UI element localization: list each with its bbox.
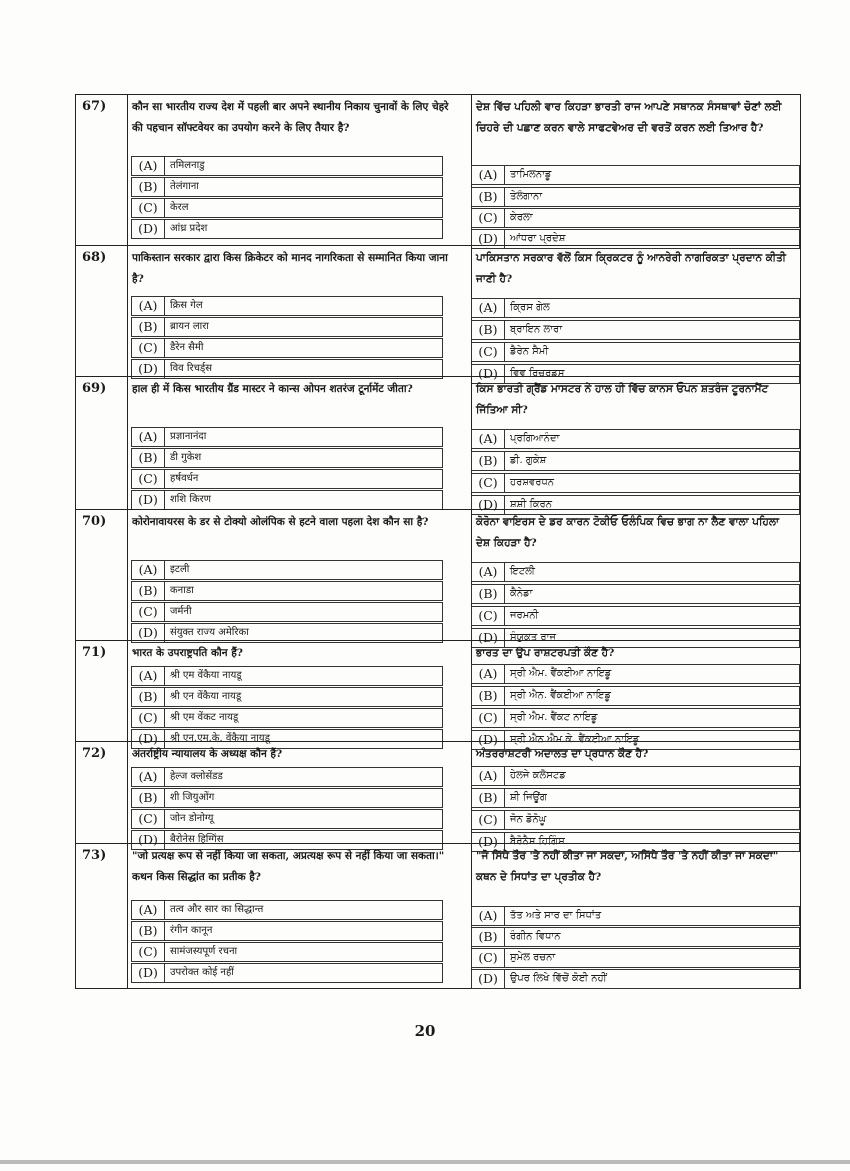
option-label: (D) xyxy=(132,964,165,982)
punjabi-column xyxy=(471,510,800,645)
option-label: (A) xyxy=(472,767,505,785)
question-block xyxy=(76,245,800,381)
option-text-hindi: कनाडा xyxy=(170,585,194,596)
option-text-hindi: तेलंगाना xyxy=(170,181,199,192)
option-row-hindi xyxy=(131,490,443,510)
option-label: (B) xyxy=(472,321,505,339)
option-label: (D) xyxy=(472,731,505,749)
question-text-punjabi: ਅੰਤਰਰਾਸ਼ਟਰੀ ਅਦਾਲਤ ਦਾ ਪ੍ਰਧਾਨ ਕੌਣ ਹੈ? xyxy=(476,748,649,760)
option-row-punjabi xyxy=(471,165,800,185)
question-number: 70) xyxy=(82,514,107,529)
option-text-hindi: डैरेन सैमी xyxy=(170,342,204,353)
question-text-hindi: पाकिस्तान सरकार द्वारा किस क्रिकेटर को मानद नागरिकता से सम्मानित किया जाना है? xyxy=(132,252,448,285)
option-label: (B) xyxy=(132,449,165,467)
option-label: (B) xyxy=(472,928,505,946)
hindi-column xyxy=(127,377,467,507)
option-label: (A) xyxy=(472,166,505,184)
question-text-punjabi: ਭਾਰਤ ਦਾ ਉਪ ਰਾਸ਼ਟਰਪਤੀ ਕੌਣ ਹੈ? xyxy=(476,647,615,659)
option-text-hindi: सामंजस्यपूर्ण रचना xyxy=(170,946,238,957)
option-row-punjabi xyxy=(471,766,800,786)
option-label: (D) xyxy=(472,833,505,851)
option-label: (B) xyxy=(132,582,165,600)
option-label: (A) xyxy=(132,428,165,446)
option-label: (C) xyxy=(472,209,505,227)
option-text-punjabi: ਜਰਮਨੀ xyxy=(510,610,539,621)
option-label: (C) xyxy=(472,811,505,829)
punjabi-column xyxy=(471,742,800,849)
option-label: (D) xyxy=(472,230,505,248)
option-text-hindi: श्री एम वेंकट नायडू xyxy=(170,712,239,723)
option-row-punjabi xyxy=(471,606,800,626)
question-number: 67) xyxy=(82,99,107,114)
option-label: (B) xyxy=(472,452,505,470)
option-text-punjabi: ਬੈਰੋਨੈਸ ਹਿਗਿੰਸ xyxy=(510,836,565,847)
option-text-hindi: शी जियुओंग xyxy=(170,792,215,803)
option-label: (A) xyxy=(132,297,165,315)
option-text-hindi: क्रिस गेल xyxy=(170,300,203,311)
option-row-hindi xyxy=(131,809,443,829)
option-row-hindi xyxy=(131,198,443,218)
option-text-punjabi: ਕੇਰਲਾ xyxy=(510,212,533,223)
hindi-column xyxy=(127,510,467,640)
question-block xyxy=(76,376,800,512)
option-label: (C) xyxy=(472,949,505,967)
option-label: (B) xyxy=(132,789,165,807)
option-label: (C) xyxy=(132,339,165,357)
option-text-hindi: हेल्ज क्लोसेंडड xyxy=(170,771,223,782)
question-text-punjabi: ਕੋਰੋਨਾ ਵਾਇਰਸ ਦੇ ਡਰ ਕਾਰਨ ਟੋਕੀਓ ਓਲੰਪਿਕ ਵਿਚ ਭਾਗ ਨਾ ਲੈਣ ਵਾਲਾ ਪਹਿਲਾ ਦੇਸ਼ ਕਿਹੜਾ ਹੈ? xyxy=(476,516,779,549)
option-text-hindi: प्रज्ञानानंदा xyxy=(170,431,207,442)
option-text-hindi: तमिलनाडु xyxy=(170,160,205,171)
option-label: (B) xyxy=(472,188,505,206)
option-label: (D) xyxy=(472,970,505,988)
option-label: (C) xyxy=(472,709,505,727)
option-label: (B) xyxy=(472,687,505,705)
option-row-punjabi xyxy=(471,948,800,968)
question-number: 73) xyxy=(82,848,107,863)
option-row-hindi xyxy=(131,219,443,239)
option-text-punjabi: ਜੋਨ ਡੋਨੋਘੂ xyxy=(510,814,547,825)
option-row-hindi xyxy=(131,921,443,941)
option-text-punjabi: ਰੰਗੀਨ ਵਿਧਾਨ xyxy=(510,931,561,942)
option-label: (A) xyxy=(132,561,165,579)
option-label: (B) xyxy=(472,789,505,807)
option-row-punjabi xyxy=(471,562,800,582)
option-row-hindi xyxy=(131,666,443,686)
option-row-hindi xyxy=(131,156,443,176)
option-text-punjabi: ਡੈਰੇਨ ਸੈਮੀ xyxy=(510,346,549,357)
option-row-punjabi xyxy=(471,584,800,604)
hindi-column xyxy=(127,246,467,376)
option-label: (B) xyxy=(132,922,165,940)
question-block xyxy=(76,95,800,245)
option-row-punjabi xyxy=(471,473,800,493)
option-text-punjabi: ਸੰਯੁਕਤ ਰਾਜ xyxy=(510,632,556,643)
option-text-punjabi: ਕੈਨੇਡਾ xyxy=(510,588,533,599)
option-text-punjabi: ਬ੍ਰਾਇਨ ਲਾਰਾ xyxy=(510,324,563,335)
question-block xyxy=(76,640,800,747)
option-row-hindi xyxy=(131,687,443,707)
option-row-hindi xyxy=(131,448,443,468)
option-label: (A) xyxy=(132,768,165,786)
option-text-punjabi: ਹੇਲਜੇ ਕਲੋਸਟਡ xyxy=(510,770,566,781)
option-text-punjabi: ਆਂਧਰਾ ਪ੍ਰਦੇਸ਼ xyxy=(510,233,566,244)
option-text-punjabi: ਸ੍ਰੀ ਐਮ. ਵੈਂਕਈਆ ਨਾਇਡੂ xyxy=(510,668,612,679)
option-text-hindi: तत्व और सार का सिद्धान्त xyxy=(170,904,264,915)
option-row-hindi xyxy=(131,767,443,787)
option-text-punjabi: ਉਪਰ ਲਿਖੇ ਵਿੱਚੋਂ ਕੋਈ ਨਹੀਂ xyxy=(510,973,607,984)
punjabi-column xyxy=(471,95,800,246)
option-label: (B) xyxy=(132,688,165,706)
option-row-punjabi xyxy=(471,342,800,362)
question-text-hindi: "जो प्रत्यक्ष रूप से नहीं किया जा सकता, अप्रत्यक्ष रूप से नहीं किया जा सकता।" कथन किस सिद्धांत का प्रतीक है? xyxy=(132,850,445,883)
option-row-hindi xyxy=(131,469,443,489)
option-label: (D) xyxy=(472,365,505,383)
question-text-hindi: भारत के उपराष्ट्रपति कौन हैं? xyxy=(132,647,243,659)
option-text-hindi: आंध्र प्रदेश xyxy=(170,223,208,234)
option-label: (A) xyxy=(132,157,165,175)
option-row-hindi xyxy=(131,708,443,728)
option-row-punjabi xyxy=(471,906,800,926)
option-text-punjabi: ਕ੍ਰਿਸ ਗੇਲ xyxy=(510,302,550,313)
option-row-hindi xyxy=(131,296,443,316)
hindi-column xyxy=(127,844,467,980)
question-text-punjabi: ਪਾਕਿਸਤਾਨ ਸਰਕਾਰ ਵੱਲੋਂ ਕਿਸ ਕ੍ਰਿਕਟਰ ਨੂੰ ਆਨਰੇਰੀ ਨਾਗਰਿਕਤਾ ਪ੍ਰਦਾਨ ਕੀਤੀ ਜਾਣੀ ਹੈ? xyxy=(476,252,786,285)
question-block xyxy=(76,741,800,849)
question-block xyxy=(76,843,800,988)
option-text-punjabi: ਹਰਸ਼ਵਰਧਨ xyxy=(510,477,555,488)
option-row-hindi xyxy=(131,317,443,337)
option-text-hindi: केरल xyxy=(170,202,189,213)
option-label: (B) xyxy=(132,318,165,336)
option-row-punjabi xyxy=(471,664,800,684)
option-row-hindi xyxy=(131,177,443,197)
option-label: (A) xyxy=(472,665,505,683)
option-label: (A) xyxy=(472,563,505,581)
option-text-hindi: श्री एन.एम.के. वेंकैया नायडू xyxy=(170,733,270,744)
hindi-column xyxy=(127,95,467,236)
option-row-hindi xyxy=(131,963,443,983)
option-text-hindi: श्री एम वेंकैया नायडू xyxy=(170,670,242,681)
option-text-punjabi: ਪ੍ਰਗਿਆਨੰਦਾ xyxy=(510,433,560,444)
option-row-hindi xyxy=(131,581,443,601)
option-text-hindi: जोन डोनोग्यू xyxy=(170,813,214,824)
option-text-punjabi: ਸ੍ਰੀ ਐਮ. ਵੈਂਕਟ ਨਾਇਡੂ xyxy=(510,712,598,723)
option-label: (C) xyxy=(132,709,165,727)
option-label: (C) xyxy=(472,474,505,492)
option-row-punjabi xyxy=(471,686,800,706)
option-label: (D) xyxy=(132,360,165,378)
question-text-hindi: हाल ही में किस भारतीय ग्रैंड मास्टर ने कान्स ओपन शतरंज टूर्नामेंट जीता? xyxy=(132,383,413,395)
option-row-punjabi xyxy=(471,451,800,471)
page-number: 20 xyxy=(414,1022,436,1040)
option-label: (C) xyxy=(132,603,165,621)
question-table xyxy=(75,94,801,989)
option-text-hindi: हर्षवर्धन xyxy=(170,473,199,484)
question-block xyxy=(76,509,800,645)
option-text-hindi: जर्मनी xyxy=(170,606,192,617)
option-row-hindi xyxy=(131,560,443,580)
question-text-hindi: अंतर्राष्ट्रीय न्यायालय के अध्यक्ष कौन हैं? xyxy=(132,748,283,760)
option-text-punjabi: ਸ਼ਸ਼ੀ ਕਿਰਨ xyxy=(510,499,552,510)
option-row-punjabi xyxy=(471,187,800,207)
option-row-punjabi xyxy=(471,788,800,808)
option-row-punjabi xyxy=(471,708,800,728)
option-label: (D) xyxy=(132,831,165,849)
option-label: (D) xyxy=(472,496,505,514)
option-label: (A) xyxy=(132,901,165,919)
option-text-hindi: विव रिचर्ड्स xyxy=(170,363,213,374)
option-row-hindi xyxy=(131,942,443,962)
option-text-hindi: उपरोक्त कोई नहीं xyxy=(170,967,234,978)
option-row-punjabi xyxy=(471,927,800,947)
option-row-hindi xyxy=(131,602,443,622)
option-label: (D) xyxy=(472,629,505,647)
option-text-hindi: बैरोनेस हिग्गिंस xyxy=(170,834,224,845)
option-text-punjabi: ਸ੍ਰੀ ਐਨ. ਵੈਂਕਈਆ ਨਾਇਡੂ xyxy=(510,690,611,701)
option-label: (B) xyxy=(472,585,505,603)
option-label: (A) xyxy=(472,299,505,317)
option-text-punjabi: ਤੱਤ ਅਤੇ ਸਾਰ ਦਾ ਸਿਧਾਂਤ xyxy=(510,910,602,921)
question-text-hindi: कोरोनावायरस के डर से टोक्यो ओलंपिक से हटने वाला पहला देश कौन सा है? xyxy=(132,516,429,528)
option-row-punjabi xyxy=(471,298,800,318)
option-text-hindi: इटली xyxy=(170,564,190,575)
question-number: 71) xyxy=(82,645,107,660)
hindi-column xyxy=(127,742,467,847)
option-row-hindi xyxy=(131,788,443,808)
option-label: (D) xyxy=(132,624,165,642)
option-row-punjabi xyxy=(471,810,800,830)
option-label: (B) xyxy=(132,178,165,196)
option-row-punjabi xyxy=(471,320,800,340)
option-text-punjabi: ਡੀ. ਗੁਕੇਸ਼ xyxy=(510,455,547,466)
option-text-punjabi: ਤਾਮਿਲਨਾਡੂ xyxy=(510,169,552,180)
hindi-column xyxy=(127,641,467,746)
option-label: (D) xyxy=(132,491,165,509)
option-label: (C) xyxy=(132,199,165,217)
option-text-punjabi: ਤੇਲੰਗਾਨਾ xyxy=(510,191,543,202)
option-row-punjabi xyxy=(471,969,800,989)
option-text-hindi: श्री एन वेंकैया नायडू xyxy=(170,691,242,702)
option-label: (C) xyxy=(132,470,165,488)
option-row-punjabi xyxy=(471,429,800,449)
punjabi-column xyxy=(471,246,800,381)
option-text-punjabi: ਸੁਮੇਲ ਰਚਨਾ xyxy=(510,952,556,963)
question-number: 68) xyxy=(82,250,107,265)
option-label: (A) xyxy=(472,907,505,925)
option-label: (C) xyxy=(472,343,505,361)
option-label: (C) xyxy=(132,943,165,961)
option-text-hindi: रंगीन कानून xyxy=(170,925,213,936)
punjabi-column xyxy=(471,641,800,747)
option-text-punjabi: ਵਿਵ ਰਿਚਰਡਸ xyxy=(510,368,565,379)
question-text-hindi: कौन सा भारतीय राज्य देश में पहली बार अपने स्थानीय निकाय चुनावों के लिए चेहरे की पहचान सॉफ्टवेयर का उपयोग करने के लिए तैयार है? xyxy=(132,101,449,134)
punjabi-column xyxy=(471,844,800,986)
option-label: (D) xyxy=(132,730,165,748)
question-number: 72) xyxy=(82,746,107,761)
option-label: (C) xyxy=(132,810,165,828)
option-text-hindi: शशि किरण xyxy=(170,494,211,505)
option-row-hindi xyxy=(131,427,443,447)
question-text-punjabi: "ਜੋ ਸਿੱਧੇ ਤੌਰ 'ਤੇ ਨਹੀਂ ਕੀਤਾ ਜਾ ਸਕਦਾ, ਅਸਿੱਧੇ ਤੌਰ 'ਤੇ ਨਹੀਂ ਕੀਤਾ ਜਾ ਸਕਦਾ" ਕਥਨ ਦੇ ਸਿਧਾਂਤ ਦਾ ਪ੍ਰਤੀਕ ਹੈ? xyxy=(476,850,779,883)
option-row-hindi xyxy=(131,900,443,920)
option-label: (D) xyxy=(132,220,165,238)
question-text-punjabi: ਕਿਸ ਭਾਰਤੀ ਗ੍ਰੈਂਡ ਮਾਸਟਰ ਨੇ ਹਾਲ ਹੀ ਵਿੱਚ ਕਾਨਸ ਓਪਨ ਸ਼ਤਰੰਜ ਟੂਰਨਾਮੈਂਟ ਜਿੱਤਿਆ ਸੀ? xyxy=(476,383,769,416)
option-label: (C) xyxy=(472,607,505,625)
question-text-punjabi: ਦੇਸ਼ ਵਿੱਚ ਪਹਿਲੀ ਵਾਰ ਕਿਹੜਾ ਭਾਰਤੀ ਰਾਜ ਆਪਣੇ ਸਥਾਨਕ ਸੰਸਥਾਵਾਂ ਚੋਣਾਂ ਲਈ ਚਿਹਰੇ ਦੀ ਪਛਾਣ ਕਰਨ ਵਾਲੇ ਸਾਫਟਵੇਅਰ ਦੀ ਵਰਤੋਂ ਕਰਨ ਲਈ ਤਿਆਰ ਹੈ? xyxy=(476,101,782,134)
option-text-punjabi: ਸ਼ੀ ਜਿਊਂਗ xyxy=(510,792,547,803)
question-number: 69) xyxy=(82,381,107,396)
option-text-hindi: संयुक्त राज्य अमेरिका xyxy=(170,627,249,638)
option-row-hindi xyxy=(131,338,443,358)
punjabi-column xyxy=(471,377,800,512)
option-label: (A) xyxy=(472,430,505,448)
option-row-punjabi xyxy=(471,208,800,228)
option-text-hindi: डी गुकेश xyxy=(170,452,202,463)
option-label: (A) xyxy=(132,667,165,685)
option-text-punjabi: ਇਟਲੀ xyxy=(510,566,535,577)
option-text-hindi: ब्रायन लारा xyxy=(170,321,209,332)
option-text-punjabi: ਸ੍ਰੀ ਐਨ.ਐਮ.ਕੇ. ਵੈਂਕਈਆ ਨਾਇਡੂ xyxy=(510,734,640,745)
scan-edge xyxy=(0,1160,850,1164)
